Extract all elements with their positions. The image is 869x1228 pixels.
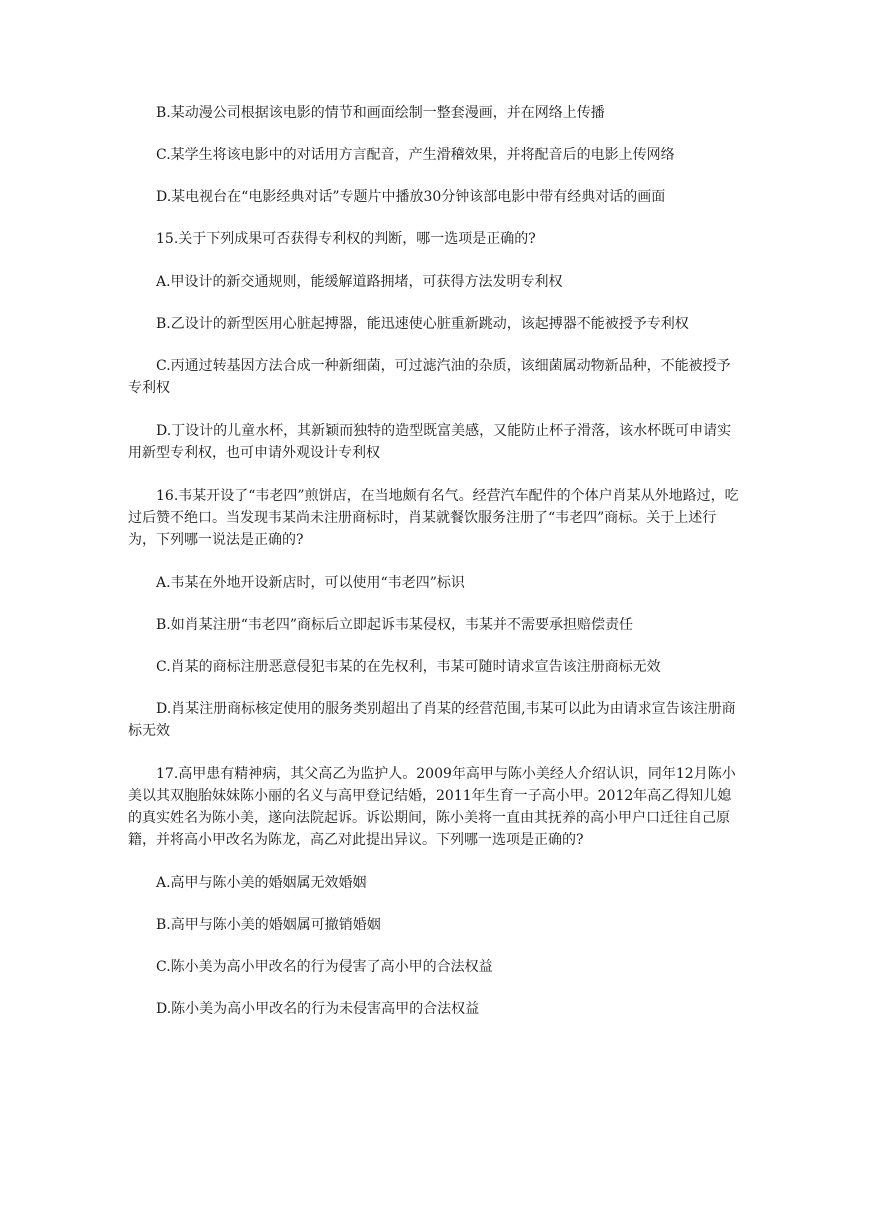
question-15: 15.关于下列成果可否获得专利权的判断，哪一选项是正确的?: [156, 231, 536, 247]
option-17-c: C.陈小美为高小甲改名的行为侵害了高小甲的合法权益: [156, 959, 493, 975]
option-15-c: C.丙通过转基因方法合成一种新细菌，可过滤汽油的杂质，该细菌属动物新品种，不能被授予专利权: [128, 358, 731, 396]
option-16-b: B.如肖某注册“韦老四”商标后立即起诉韦某侵权，韦某并不需要承担赔偿责任: [156, 617, 634, 633]
option-15-d: D.丁设计的儿童水杯，其新颖而独特的造型既富美感，又能防止杯子滑落，该水杯既可申请实用新型专利权，也可申请外观设计专利权: [128, 423, 732, 461]
option-17-a: A.高甲与陈小美的婚姻属无效婚姻: [156, 875, 367, 891]
option-16-a: A.韦某在外地开设新店时，可以使用“韦老四”标识: [156, 575, 465, 591]
option-15-b: B.乙设计的新型医用心脏起搏器，能迅速使心脏重新跳动，该起搏器不能被授予专利权: [156, 316, 689, 332]
option-17-b: B.高甲与陈小美的婚姻属可撤销婚姻: [156, 917, 381, 933]
option-16-c: C.肖某的商标注册恶意侵犯韦某的在先权利，韦某可随时请求宣告该注册商标无效: [156, 659, 661, 675]
option-14-c: C.某学生将该电影中的对话用方言配音，产生滑稽效果，并将配音后的电影上传网络: [156, 147, 675, 163]
option-16-d: D.肖某注册商标核定使用的服务类别超出了肖某的经营范围,韦某可以此为由请求宣告该注册商标无效: [128, 701, 736, 739]
option-15-a: A.甲设计的新交通规则，能缓解道路拥堵，可获得方法发明专利权: [156, 274, 563, 290]
option-14-d: D.某电视台在“电影经典对话”专题片中播放30分钟该部电影中带有经典对话的画面: [156, 189, 666, 205]
document-page: [128, 102, 742, 1020]
question-17: 17.高甲患有精神病，其父高乙为监护人。2009年高甲与陈小美经人介绍认识，同年12月陈小美以其双胞胎妹妹陈小丽的名义与高甲登记结婚，2011年生育一子高小甲。2012年高乙得知儿媳的真实姓名为陈小美，遂向法院起诉。诉讼期间，陈小美将一直由其抚养的高小甲户口迁往自己原籍，并将高小甲改名为陈龙，高乙对此提出异议。下列哪一选项是正确的?: [128, 766, 736, 848]
option-17-d: D.陈小美为高小甲改名的行为未侵害高甲的合法权益: [156, 1001, 480, 1017]
question-16: 16.韦某开设了“韦老四”煎饼店，在当地颇有名气。经营汽车配件的个体户肖某从外地路过，吃过后赞不绝口。当发现韦某尚未注册商标时，肖某就餐饮服务注册了“韦老四”商标。关于上述行为，下列哪一说法是正确的?: [128, 488, 739, 548]
option-14-b: B.某动漫公司根据该电影的情节和画面绘制一整套漫画，并在网络上传播: [156, 105, 605, 121]
